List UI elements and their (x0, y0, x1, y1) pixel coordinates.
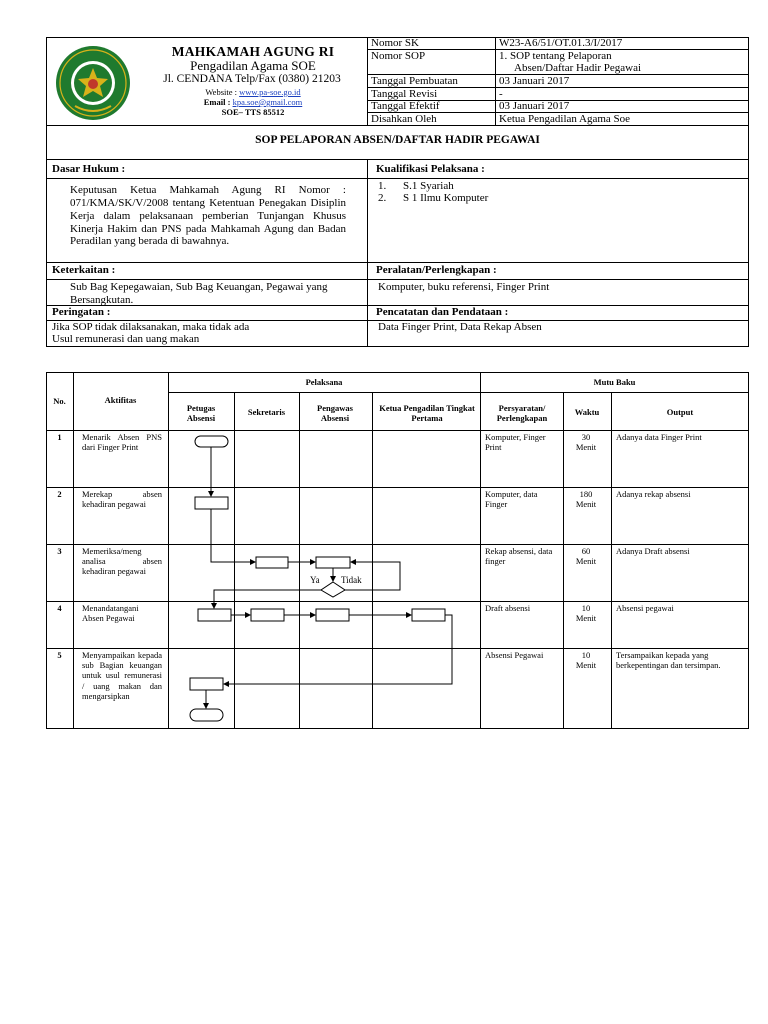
row-5-aktifitas: Menyampaikan kepada sub Bagian keuangan untuk usul remunerasi / uang makan dan mengarsipkan (82, 650, 162, 701)
col-header-mutu-baku: Mutu Baku (593, 377, 636, 387)
meta-value-nomor-sop: 1. SOP tentang Pelaporan (499, 50, 612, 62)
meta-value-disahkan-oleh: Ketua Pengadilan Agama Soe (499, 113, 631, 125)
pencatatan-text: Data Finger Print, Data Rekap Absen (378, 321, 542, 333)
org-subtitle: Pengadilan Agama SOE (190, 58, 316, 73)
row-4-aktifitas: Menandatangani Absen Pegawai (82, 603, 139, 624)
peringatan-label: Peringatan : (52, 306, 111, 318)
row-3-no: 3 (57, 546, 62, 556)
row-1-aktifitas: Menarik Absen PNS dari Finger Print (82, 432, 162, 453)
kualifikasi-num-1: 1. (378, 180, 387, 192)
website-label: Website : (205, 87, 237, 97)
meta-value-tanggal-pembuatan: 03 Januari 2017 (499, 75, 570, 87)
meta-value-tanggal-efektif: 03 Januari 2017 (499, 100, 570, 112)
row-4-no: 4 (57, 603, 62, 613)
pencatatan-label: Pencatatan dan Pendataan : (376, 306, 509, 318)
keterkaitan-label: Keterkaitan : (52, 264, 116, 276)
meta-label-tanggal-pembuatan: Tanggal Pembuatan (371, 75, 458, 87)
flow-process-rekap (195, 497, 228, 509)
kualifikasi-label: Kualifikasi Pelaksana : (376, 163, 485, 175)
row-3-persyaratan: Rekap absensi, data finger (485, 546, 553, 567)
col-header-aktifitas: Aktifitas (104, 395, 137, 405)
peringatan-line-1: Jika SOP tidak dilaksanakan, maka tidak ada (52, 321, 250, 333)
row-1-output: Adanya data Finger Print (616, 432, 702, 442)
kualifikasi-item-1: S.1 Syariah (403, 180, 454, 192)
dasar-hukum-text: Keputusan Ketua Mahkamah Agung RI Nomor : 071/KMA/SK/V/2008 tentang Ketentuan Penegakan Disiplin Kerja dalam pelaksanaan pemberian Tunjangan Khusus Kinerja Hakim dan PNS pada Mahkamah Agung dan Badan Peradilan yang berada di bawahnya. (70, 184, 346, 248)
row-1-persyaratan: Komputer, Finger Print (485, 432, 546, 453)
meta-value-nomor-sop-2: Absen/Daftar Hadir Pegawai (514, 62, 642, 74)
flow-process-sekretaris-periksa (256, 557, 288, 568)
col-header-pelaksana: Pelaksana (305, 377, 343, 387)
row-3-waktu: 60 Menit (575, 546, 597, 567)
postal-line: SOE– TTS 85512 (221, 107, 285, 117)
row-3-output: Adanya Draft absensi (616, 546, 690, 556)
peralatan-label: Peralatan/Perlengkapan : (376, 264, 497, 276)
flow-end-terminator (190, 709, 223, 721)
flow-process-petugas-ttd (198, 609, 231, 621)
flow-start-terminator (195, 436, 228, 447)
peralatan-text: Komputer, buku referensi, Finger Print (378, 281, 550, 293)
flow-process-pengawas-periksa (316, 557, 350, 568)
flow-process-ketua-ttd (412, 609, 445, 621)
col-header-ketua: Ketua Pengadilan Tingkat Pertama (379, 403, 475, 424)
flow-process-sampaikan (190, 678, 223, 690)
flow-process-sekretaris-ttd (251, 609, 284, 621)
sop-title: SOP PELAPORAN ABSEN/DAFTAR HADIR PEGAWAI (255, 134, 540, 146)
meta-label-tanggal-revisi: Tanggal Revisi (371, 88, 438, 100)
meta-label-nomor-sop: Nomor SOP (371, 50, 426, 62)
decision-yes-label: Ya (310, 575, 320, 585)
flow-process-pengawas-ttd (316, 609, 349, 621)
meta-label-disahkan-oleh: Disahkan Oleh (371, 113, 437, 125)
org-address: Jl. CENDANA Telp/Fax (0380) 21203 (163, 73, 341, 85)
flow-arrow-decision-ya (214, 590, 321, 608)
row-1-waktu: 30 Menit (575, 432, 597, 453)
row-2-aktifitas: Merekap absen kehadiran pegawai (82, 489, 162, 510)
row-5-persyaratan: Absensi Pegawai (485, 650, 544, 660)
peringatan-line-2: Usul remunerasi dan uang makan (52, 333, 200, 345)
col-header-waktu: Waktu (574, 407, 600, 417)
row-2-persyaratan: Komputer, data Finger (485, 489, 538, 510)
kualifikasi-num-2: 2. (378, 192, 387, 204)
meta-label-tanggal-efektif: Tanggal Efektif (371, 100, 440, 112)
flow-arrow-rekap-sekretaris (211, 509, 255, 562)
dasar-hukum-label: Dasar Hukum : (52, 163, 126, 175)
website-link[interactable]: www.pa-soe.go.id (239, 87, 301, 97)
row-5-no: 5 (57, 650, 62, 660)
col-header-sekretaris: Sekretaris (247, 407, 286, 417)
col-header-petugas: Petugas Absensi (186, 403, 216, 424)
meta-label-nomor-sk: Nomor SK (371, 37, 419, 49)
flow-arrow-ketua-sampaikan (224, 615, 452, 684)
org-title: MAHKAMAH AGUNG RI (171, 44, 335, 59)
row-2-output: Adanya rekap absensi (616, 489, 691, 499)
email-label: Email : (203, 97, 231, 107)
row-2-waktu: 180 Menit (575, 489, 597, 510)
meta-value-nomor-sk: W23-A6/51/OT.01.3/I/2017 (499, 37, 623, 49)
col-header-output: Output (666, 407, 694, 417)
email-link[interactable]: kpa.soe@gmail.com (232, 97, 303, 107)
keterkaitan-text: Sub Bag Kepegawaian, Sub Bag Keuangan, Pegawai yang Bersangkutan. (70, 281, 328, 306)
row-5-output: Tersampaikan kepada yang berkepentingan dan tersimpan. (616, 650, 721, 671)
row-3-aktifitas: Memeriksa/meng analisa absen kehadiran pegawai (82, 546, 162, 577)
col-header-persyaratan: Persyaratan/ Perlengkapan (496, 403, 548, 424)
row-1-no: 1 (57, 432, 62, 442)
row-4-waktu: 10 Menit (575, 603, 597, 624)
row-4-output: Absensi pegawai (616, 603, 674, 613)
row-4-persyaratan: Draft absensi (485, 603, 531, 613)
meta-value-tanggal-revisi: - (499, 88, 503, 100)
col-header-no: No. (53, 396, 66, 406)
kualifikasi-item-2: S 1 Ilmu Komputer (403, 192, 489, 204)
col-header-pengawas: Pengawas Absensi (317, 403, 353, 424)
row-2-no: 2 (57, 489, 62, 499)
row-5-waktu: 10 Menit (575, 650, 597, 671)
decision-no-label: Tidak (341, 575, 362, 585)
